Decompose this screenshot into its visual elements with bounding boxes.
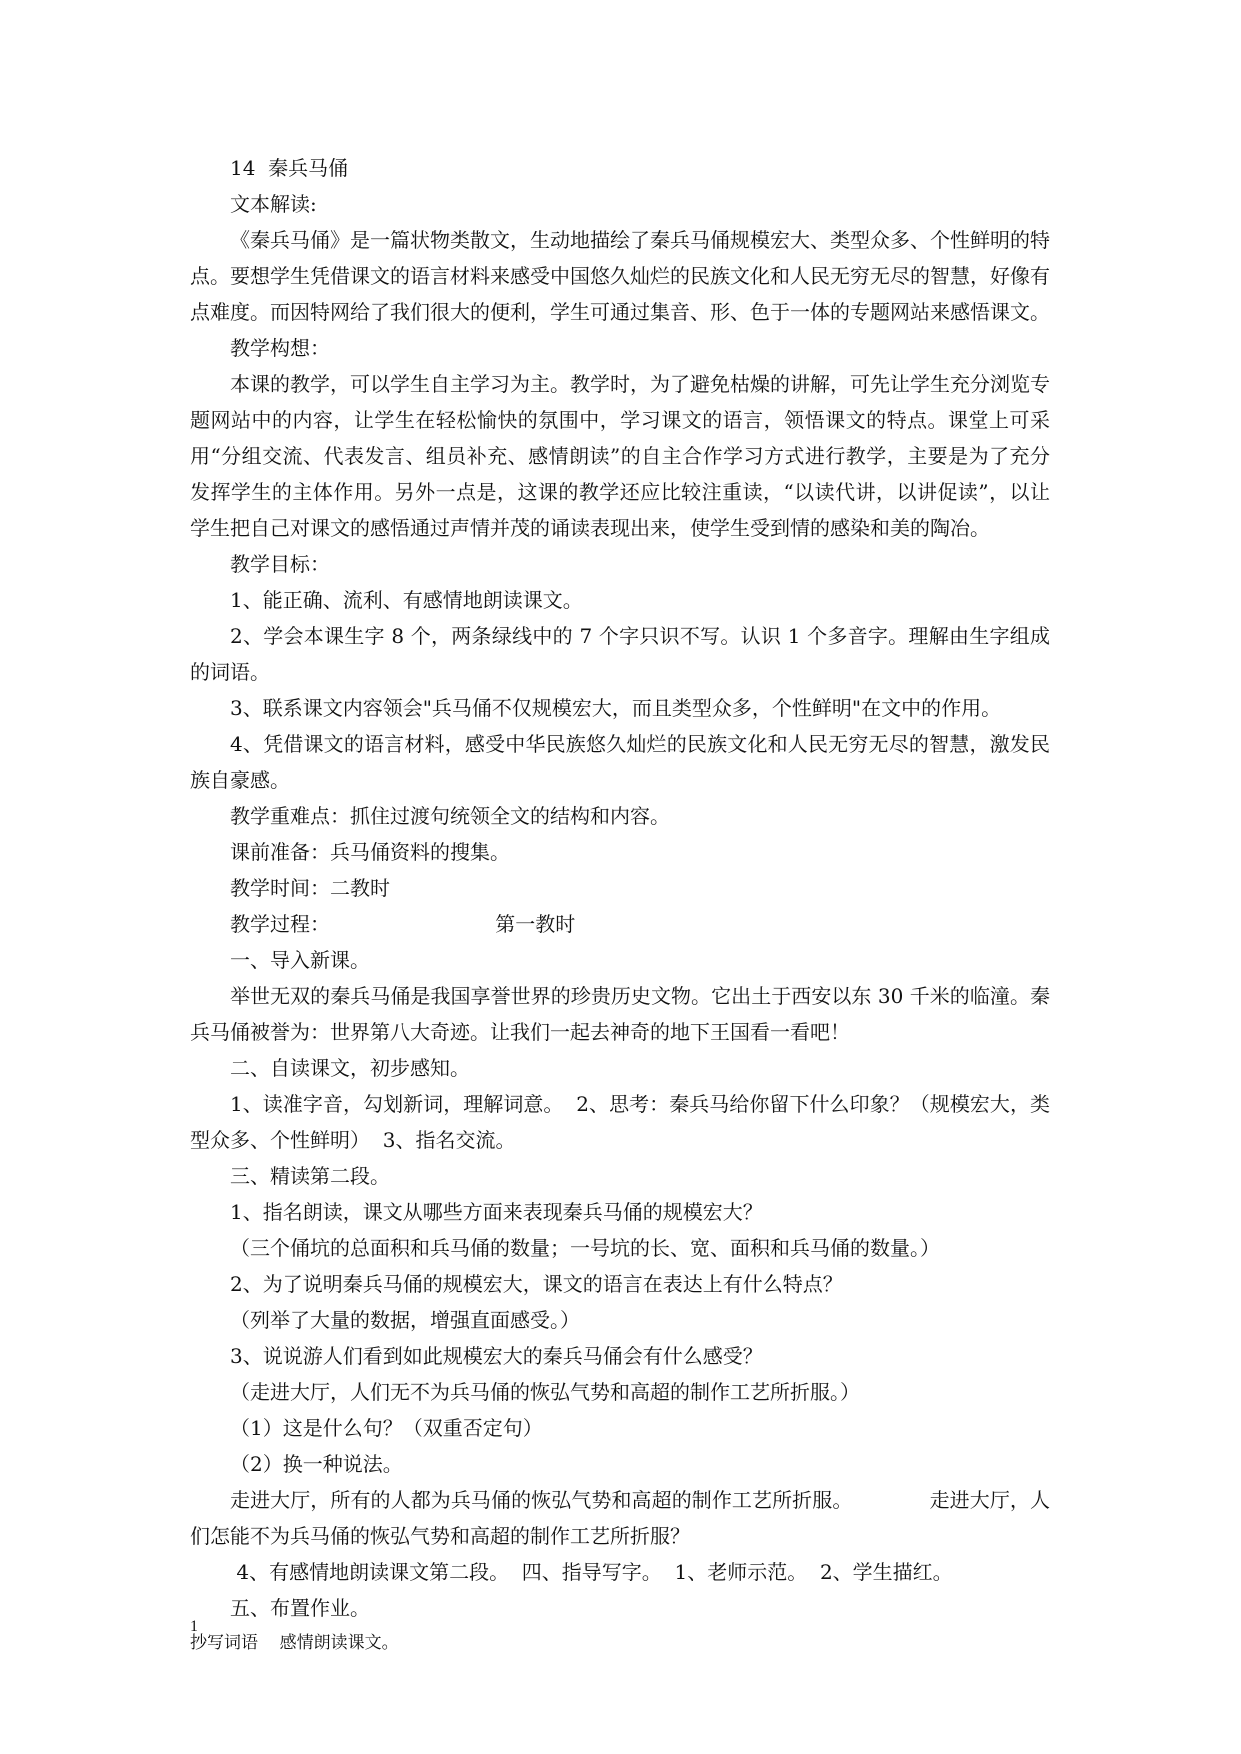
list-item: 2、学会本课生字 8 个，两条绿线中的 7 个字只识不写。认识 1 个多音字。理解由生字组成 的词语。 [190, 624, 1063, 684]
page-number: 1 [190, 1618, 198, 1635]
section-heading: 文本解读: [230, 192, 317, 216]
paragraph: 课前准备：兵马俑资料的搜集。 [230, 840, 510, 864]
paragraph: 举世无双的秦兵马俑是我国享誉世界的珍贵历史文物。它出土于西安以东 30 千米的临潼。秦兵马俑被誉为：世界第八大奇迹。让我们一起去神奇的地下王国看一看吧！ [190, 984, 1050, 1044]
section-heading: 五、布置作业。 [230, 1596, 370, 1620]
answer-note: （列举了大量的数据，增强直面感受。） [230, 1308, 580, 1332]
list-item: 4、凭借课文的语言材料，感受中华民族悠久灿烂的民族文化和人民无穷无尽的智慧，激发民族自豪感。 [190, 732, 1050, 792]
list-item: 1、指名朗读，课文从哪些方面来表现秦兵马俑的规模宏大？ [230, 1200, 763, 1224]
section-heading: 教学目标： [230, 552, 330, 576]
list-item: 2、为了说明秦兵马俑的规模宏大，课文的语言在表达上有什么特点？ [230, 1272, 843, 1296]
paragraph: 4、有感情地朗读课文第二段。 四、指导写字。 1、老师示范。 2、学生描红。 [230, 1560, 953, 1584]
section-heading: 教学构想： [230, 336, 330, 360]
section-heading: 一、导入新课。 [230, 948, 370, 972]
paragraph: 《秦兵马俑》是一篇状物类散文，生动地描绘了秦兵马俑规模宏大、类型众多、个性鲜明的特点。要想学生凭借课文的语言材料来感受中国悠久灿烂的民族文化和人民无穷无尽的智慧，好像有点难度。而因特网给了我们很大的便利，学生可通过集音、形、色于一体的专题网站来感悟课文。 [190, 228, 1050, 324]
paragraph: 教学过程： 第一教时 [230, 912, 576, 936]
paragraph: 教学时间：二教时 [230, 876, 390, 900]
list-item: 1、能正确、流利、有感情地朗读课文。 [230, 588, 583, 612]
homework-line: 抄写词语 感情朗读课文。 [190, 1633, 399, 1653]
answer-note: （三个俑坑的总面积和兵马俑的数量；一号坑的长、宽、面积和兵马俑的数量。） [230, 1236, 940, 1260]
section-heading: 二、自读课文，初步感知。 [230, 1056, 470, 1080]
document-body [190, 150, 1063, 1658]
list-item: 3、说说游人们看到如此规模宏大的秦兵马俑会有什么感受？ [230, 1344, 763, 1368]
list-item: 3、联系课文内容领会"兵马俑不仅规模宏大，而且类型众多，个性鲜明"在文中的作用。 [230, 696, 1002, 720]
lesson-title: 14 秦兵马俑 [230, 156, 349, 180]
list-item: （2）换一种说法。 [230, 1452, 403, 1476]
paragraph: 1、读准字音，勾划新词，理解词意。 2、思考：秦兵马给你留下什么印象？（规模宏大，类型众多、个性鲜明） 3、指名交流。 [190, 1092, 1050, 1152]
paragraph: 教学重难点：抓住过渡句统领全文的结构和内容。 [230, 804, 670, 828]
paragraph: 本课的教学，可以学生自主学习为主。教学时，为了避免枯燥的讲解，可先让学生充分浏览专题网站中的内容，让学生在轻松愉快的氛围中，学习课文的语言，领悟课文的特点。课堂上可采用“分组交流、代表发言、组员补充、感情朗读”的自主合作学习方式进行教学，主要是为了充分发挥学生的主体作用。另外一点是，这课的教学还应比较注重读，“以读代讲，以讲促读”，以让学生把自己对课文的感悟通过声情并茂的诵读表现出来，使学生受到情的感染和美的陶冶。 [190, 372, 1050, 540]
answer-note: （走进大厅，人们无不为兵马俑的恢弘气势和高超的制作工艺所折服。） [230, 1380, 860, 1404]
paragraph: 走进大厅，所有的人都为兵马俑的恢弘气势和高超的制作工艺所折服。 走进大厅，人们怎能不为兵马俑的恢弘气势和高超的制作工艺所折服？ [190, 1488, 1050, 1548]
list-item: （1）这是什么句？（双重否定句） [230, 1416, 543, 1440]
section-heading: 三、精读第二段。 [230, 1164, 390, 1188]
